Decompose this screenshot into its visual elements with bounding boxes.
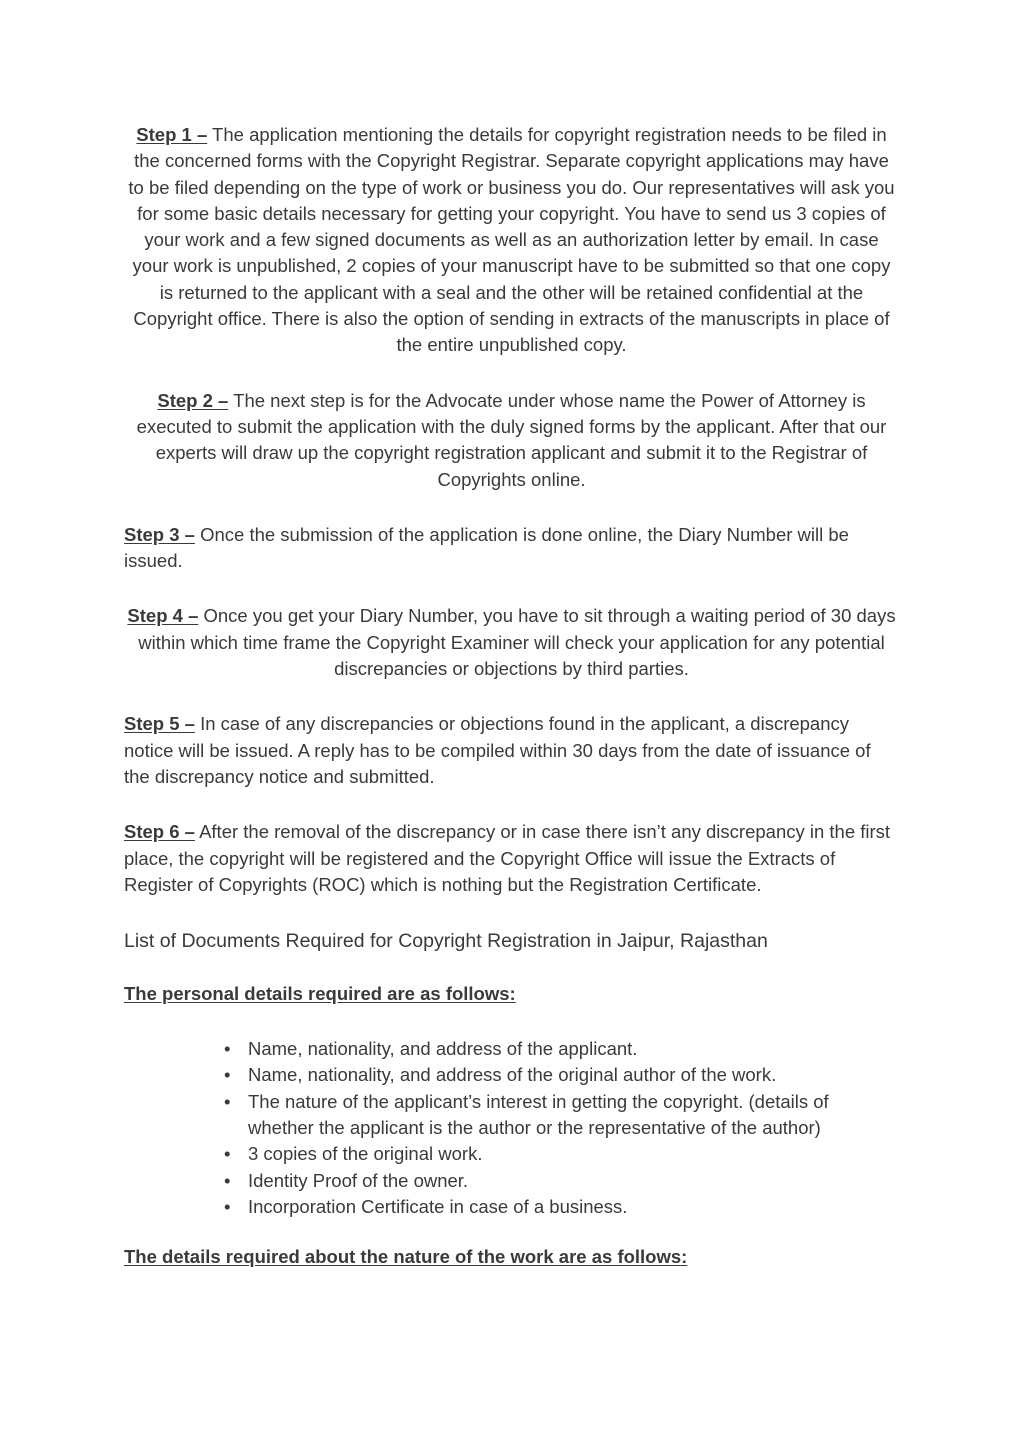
step-5-paragraph xyxy=(124,711,899,790)
list-item: • Incorporation Certificate in case of a business. xyxy=(248,1194,899,1220)
step-6-paragraph xyxy=(124,819,899,898)
step-1-label: Step 1 – xyxy=(136,124,208,145)
bullet-icon: • xyxy=(224,1143,231,1165)
step-3-text: Once the submission of the application is done online, the Diary Number will be issued. xyxy=(124,523,849,572)
bullet-icon: • xyxy=(224,1195,231,1217)
step-5-label: Step 5 – xyxy=(124,713,195,735)
step-4-paragraph xyxy=(124,603,899,682)
nature-details-heading: The details required about the nature of the work are as follows: xyxy=(124,1246,688,1268)
step-3-paragraph xyxy=(124,522,899,575)
list-item: • The nature of the applicant’s interest in getting the copyright. (details of whether the applicant is the author or the representative of the author) xyxy=(224,1090,829,1139)
step-2-label: Step 2 – xyxy=(157,389,229,411)
step-1-text: The application mentioning the details for copyright registration needs to be filed in the concerned forms with the Copyright Registrar. Separate copyright applications may have to be filed depending on the type of work or business you do. Our representatives will ask you for some basic details necessary for getting your copyright. You have to send us 3 copies of your work and a few signed documents as well as an authorization letter by email. In case your work is unpublished, 2 copies of your manuscript have to be submitted so that one copy is returned to the applicant with a seal and the other will be retained confidential at the Copyright office. There is also the option of sending in extracts of the manuscripts in place of the entire unpublished copy. xyxy=(128,124,895,356)
step-6-label: Step 6 – xyxy=(124,821,195,843)
bullet-icon: • xyxy=(224,1038,231,1060)
step-4-label: Step 4 – xyxy=(127,605,199,627)
list-item: • Name, nationality, and address of the original author of the work. xyxy=(248,1062,899,1088)
bullet-icon: • xyxy=(224,1064,231,1086)
personal-details-list xyxy=(124,1036,899,1220)
step-5-text: In case of any discrepancies or objections found in the applicant, a discrepancy notice will be issued. A reply has to be compiled within 30 days from the date of issuance of the discrepancy notice and submitted. xyxy=(124,713,871,787)
list-item: • Identity Proof of the owner. xyxy=(248,1168,899,1194)
documents-list-title: List of Documents Required for Copyright Registration in Jaipur, Rajasthan xyxy=(124,930,768,953)
step-2-text: The next step is for the Advocate under whose name the Power of Attorney is executed to submit the application with the duly signed forms by the applicant. After that our experts will draw up the copyright registration applicant and submit it to the Registrar of Copyrights online. xyxy=(136,389,887,490)
step-2-paragraph xyxy=(124,388,899,493)
bullet-icon: • xyxy=(224,1169,231,1191)
bullet-icon: • xyxy=(224,1090,231,1112)
step-3-label: Step 3 – xyxy=(124,523,195,545)
personal-details-heading: The personal details required are as follows: xyxy=(124,983,516,1005)
document-page xyxy=(124,122,899,1270)
step-6-text: After the removal of the discrepancy or in case there isn’t any discrepancy in the first place, the copyright will be registered and the Copyright Office will issue the Extracts of Register of Copyrights (ROC) which is nothing but the Registration Certificate. xyxy=(124,821,891,895)
list-item: • 3 copies of the original work. xyxy=(248,1141,899,1167)
step-4-text: Once you get your Diary Number, you have to sit through a waiting period of 30 days within which time frame the Copyright Examiner will check your application for any potential discrepancies or objections by third parties. xyxy=(138,605,896,680)
list-item: • Name, nationality, and address of the applicant. xyxy=(248,1036,899,1062)
step-1-paragraph xyxy=(124,122,899,359)
